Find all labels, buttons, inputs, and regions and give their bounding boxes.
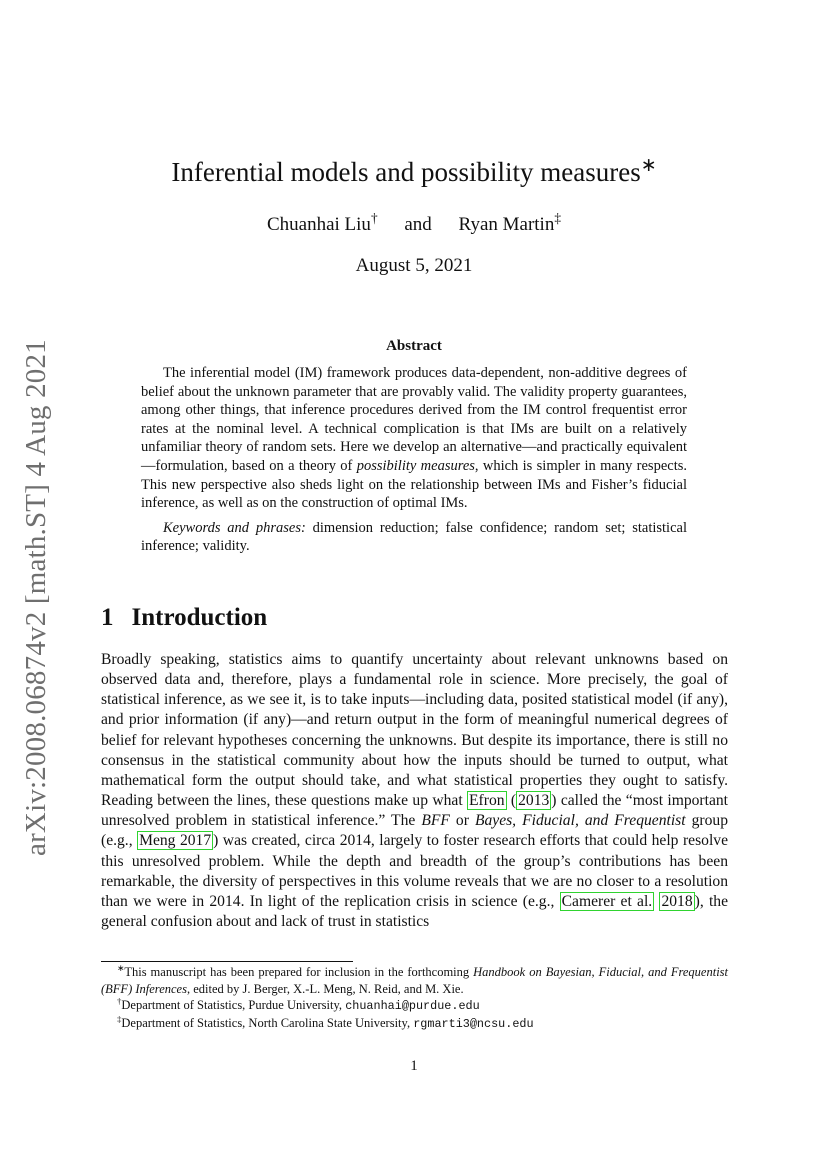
- abstract-heading: Abstract: [386, 338, 442, 354]
- footnote-3-text: Department of Statistics, North Carolina State University,: [121, 1015, 414, 1030]
- citation-camerer-link[interactable]: Camerer et al.: [561, 892, 653, 910]
- author-1-footnote-mark[interactable]: †: [370, 210, 378, 226]
- citation-camerer-year-link[interactable]: 2018: [661, 892, 693, 910]
- abstract-paragraph: [141, 364, 687, 513]
- page-number: 1: [410, 1058, 418, 1074]
- keywords-label: Keywords and phrases:: [163, 519, 306, 536]
- intro-emphasis-bff: BFF: [421, 812, 450, 830]
- citation-efron-link[interactable]: Efron: [469, 792, 505, 810]
- arxiv-identifier-stamp: arXiv:2008.06874v2 [math.ST] 4 Aug 2021: [20, 339, 52, 856]
- footnote-2-text: Department of Statistics, Purdue University,: [121, 998, 346, 1012]
- abstract-body: [141, 364, 687, 556]
- paper-title-text: Inferential models and possibility measures: [171, 157, 641, 187]
- footnote-2-mark: †: [117, 995, 122, 1006]
- author-1: Chuanhai Liu: [266, 214, 371, 235]
- author-2-footnote-mark[interactable]: ‡: [554, 210, 561, 226]
- footnotes: [101, 964, 728, 1032]
- abstract-text-2: , which is simpler in many respects. This new perspective also sheds light on the relationship between IMs and Fisher’s fiducial inference, as well as on the construction of optimal IMs.: [141, 457, 687, 512]
- footnote-1-mark: ∗: [117, 962, 125, 973]
- citation-efron-year-link[interactable]: 2013: [518, 792, 550, 810]
- intro-emphasis-bff-full: Bayes, Fiducial, and Frequentist: [474, 812, 686, 830]
- intro-text-3: or: [449, 812, 475, 830]
- title-footnote-mark[interactable]: ∗: [640, 155, 657, 176]
- section-heading: [101, 604, 267, 632]
- footnote-1: [101, 964, 728, 997]
- section-title: Introduction: [131, 604, 268, 631]
- footnote-1-text: This manuscript has been prepared for inclusion in the forthcoming: [124, 965, 474, 979]
- section-number: 1: [101, 604, 114, 631]
- intro-text-4: group (e.g.,: [101, 812, 728, 850]
- paper-date: August 5, 2021: [355, 255, 473, 276]
- abstract-emphasis: possibility measures: [356, 457, 475, 474]
- intro-text-2: called the “most important unresolved problem in statistical inference.” The: [101, 792, 729, 830]
- keywords-paragraph: [141, 519, 687, 556]
- keywords-list: dimension reduction; false confidence; random set; statistical inference; validity.: [141, 519, 687, 555]
- author-2: Ryan Martin: [458, 214, 555, 235]
- author-conjunction: and: [404, 214, 432, 235]
- footnote-3-mark: ‡: [117, 1013, 122, 1024]
- intro-text-1: Broadly speaking, statistics aims to quantify uncertainty about relevant unknowns based on observed data and, therefore, plays a fundamental role in science. More precisely, the goal of statistical inference, as we see it, is to take inputs—including data, posited statistical model (if any), and prior information (if any)—and return output in the form of meaningful numerical degrees of belief for relevant hypotheses concerning the unknowns. But despite its importance, there is still no consensus in the statistical community about how the inputs should be turned to output, what mathematical form the output should take, and what statistical properties they ought to satisfy. Reading between the lines, these questions make up what: [101, 651, 728, 810]
- abstract-text-1: The inferential model (IM) framework produces data-dependent, non-additive degrees of belief about the unknown parameter that are provably valid. The validity property guarantees, among other things, that inference procedures derived from the IM control frequentist error rates at the nominal level. A technical complication is that IMs are built on a relatively unfamiliar theory of random sets. Here we develop an alternative—and practically equivalent—formulation, based on a theory of: [141, 365, 687, 474]
- intro-paragraph: Broadly speaking, statistics aims to quantify uncertainty about relevant unknowns based on observed data and, therefore, plays a fundamental role in science. More precisely, the goal of statistical inference, as we see it, is to take inputs—including data, posited statistical model (if any), and prior information (if any)—and return output in the form of meaningful numerical degrees of belief for relevant hypotheses concerning the unknowns. But despite its importance, there is still no consensus in the statistical community about how the inputs should be turned to output, what mathematical form the output should take, and what statistical properties they ought to satisfy. Reading between the lines, these questions make up what Efron ( 2013 ) called the “most important unresolved problem in statistical inference.” The BFF or Bayes, Fiducial, and Frequentist group (e.g., Meng 2017 ) was created, circa 2014, largely to foster research efforts that could help resolve this unresolved problem. While the depth and breadth of the group’s contributions has been remarkable, the diversity of perspectives in this volume reveals that we are no closer to a resolution than we were in 2014. In light of the replication crisis in science (e.g., Camerer et al. 2018 ), the general confusion about and lack of trust in statistics: [101, 651, 729, 931]
- footnote-3: [101, 1015, 728, 1033]
- footnote-divider: [101, 961, 353, 962]
- footnote-1-handbook-title: Handbook on Bayesian, Fiducial, and Frequentist (BFF) Inferences: [101, 965, 729, 996]
- author-list: [0, 210, 828, 236]
- footnote-1-tail: , edited by J. Berger, X.-L. Meng, N. Reid, and M. Xie.: [186, 981, 464, 996]
- footnote-2-email[interactable]: chuanhai@purdue.edu: [345, 999, 480, 1013]
- intro-text-5: ) was created, circa 2014, largely to foster research efforts that could help resolve this unresolved problem. While the depth and breadth of the group’s contributions has been remarkable, the diversity of perspectives in this volume reveals that we are no closer to a resolution than we were in 2014. In light of the replication crisis in science (e.g.,: [101, 832, 728, 910]
- footnote-3-email[interactable]: rgmarti3@ncsu.edu: [413, 1016, 534, 1031]
- citation-meng-link[interactable]: Meng 2017: [139, 832, 212, 850]
- intro-text-6: ), the general confusion about and lack of trust in statistics: [101, 892, 728, 931]
- paper-title: [0, 157, 828, 188]
- footnote-2: [101, 997, 728, 1015]
